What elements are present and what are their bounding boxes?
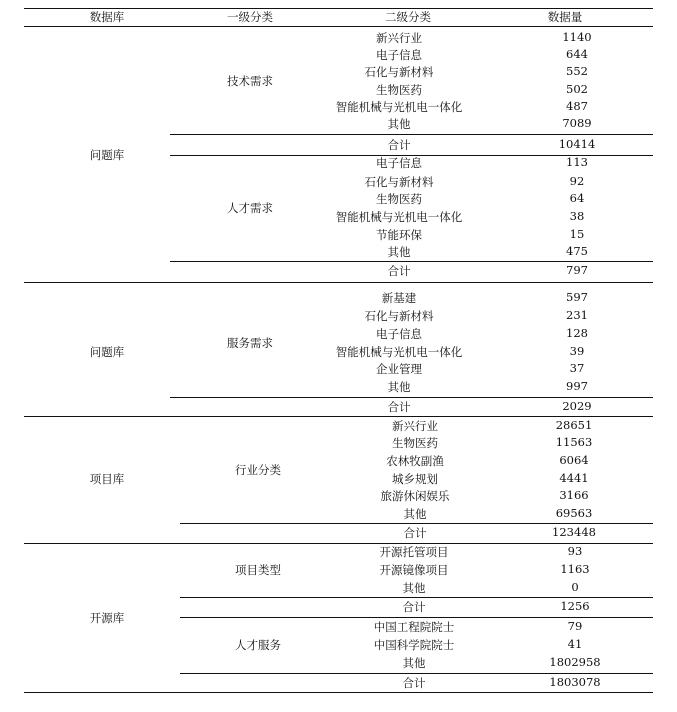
level2-category: 其他 [403,507,427,521]
total-rule [180,597,653,598]
section-rule [24,543,653,544]
level1-category: 技术需求 [227,74,273,88]
level2-category: 农林牧副渔 [386,454,444,468]
total-count: 1256 [560,599,590,613]
database-name: 问题库 [89,148,125,162]
level2-category: 石化与新材料 [364,309,434,323]
data-count: 552 [566,64,588,78]
level2-category: 开源托管项目 [379,545,449,559]
level2-category: 石化与新材料 [364,175,434,189]
level1-category: 项目类型 [235,563,281,577]
level2-category: 石化与新材料 [364,65,434,79]
level2-category: 新兴行业 [392,419,438,433]
data-count: 502 [566,82,588,96]
level2-category: 生物医药 [376,83,422,97]
data-count: 1163 [560,562,590,576]
level2-category: 企业管理 [376,362,422,376]
total-rule [180,673,653,674]
level1-category: 人才服务 [235,638,281,652]
database-name: 开源库 [89,611,125,625]
data-count: 93 [567,544,583,558]
data-count: 41 [567,637,583,651]
data-count: 64 [569,191,585,205]
total-rule [170,261,653,262]
level2-category: 城乡规划 [392,472,438,486]
total-rule [170,397,653,398]
section-rule [24,416,653,417]
data-count: 11563 [555,435,593,449]
level2-category: 其他 [387,117,411,131]
level2-category: 开源镜像项目 [379,563,449,577]
total-rule [170,134,653,135]
data-count: 4441 [559,471,589,485]
data-count: 38 [569,209,585,223]
header-database: 数据库 [89,10,125,24]
data-count: 597 [566,290,588,304]
group-rule [180,617,653,618]
level1-category: 人才需求 [227,200,273,215]
data-count: 487 [566,99,588,113]
level2-category: 中国科学院院士 [373,638,455,652]
data-count: 6064 [559,453,589,467]
data-count: 128 [566,326,588,340]
level2-category: 新兴行业 [376,31,422,45]
header-count: 数据量 [547,10,583,24]
level2-category: 生物医药 [376,192,422,206]
header-rule [24,26,653,27]
level2-category: 其他 [387,245,411,259]
total-count: 797 [566,263,588,277]
data-count: 1140 [562,30,592,44]
level2-category: 新基建 [381,291,417,305]
data-count: 644 [566,47,588,61]
level1-category: 行业分类 [235,463,281,477]
level2-category: 生物医药 [392,436,438,450]
header-level2: 二级分类 [385,10,431,24]
total-count: 123448 [552,525,596,539]
data-count: 79 [567,619,583,633]
data-count: 7089 [562,116,592,130]
level2-category: 智能机械与光机电一体化 [335,100,463,114]
total-label: 合计 [387,400,411,414]
section-rule [24,282,653,283]
level2-category: 其他 [402,656,426,670]
level1-category: 服务需求 [227,335,273,350]
data-count: 997 [566,379,588,393]
total-label: 合计 [387,264,411,278]
data-count: 15 [569,227,585,241]
total-rule [180,523,653,524]
section-rule [24,692,653,693]
data-count: 1802958 [549,655,601,669]
total-count: 2029 [562,399,592,413]
data-count: 92 [569,174,585,188]
data-count: 39 [569,344,585,358]
level2-category: 电子信息 [376,156,422,170]
total-count: 10414 [558,137,596,151]
data-count: 69563 [555,506,593,520]
header-level1: 一级分类 [227,10,273,24]
total-label: 合计 [387,138,411,152]
level2-category: 其他 [402,581,426,595]
level2-category: 智能机械与光机电一体化 [335,345,463,359]
level2-category: 智能机械与光机电一体化 [335,210,463,224]
database-name: 问题库 [89,345,125,359]
total-count: 1803078 [549,675,601,689]
data-count: 37 [569,361,585,375]
level2-category: 电子信息 [376,48,422,62]
level2-category: 其他 [387,380,411,394]
data-count: 28651 [555,418,593,432]
level2-category: 节能环保 [376,228,422,242]
data-count: 0 [571,580,579,594]
total-label: 合计 [402,600,426,614]
total-label: 合计 [402,676,426,690]
level2-category: 旅游休闲娱乐 [380,489,450,503]
database-name: 项目库 [89,472,125,486]
level2-category: 电子信息 [376,327,422,341]
data-count: 475 [566,244,588,258]
data-count: 231 [566,308,588,322]
data-count: 113 [566,155,588,169]
data-count: 3166 [559,488,589,502]
total-label: 合计 [403,526,427,540]
level2-category: 中国工程院院士 [373,620,455,634]
